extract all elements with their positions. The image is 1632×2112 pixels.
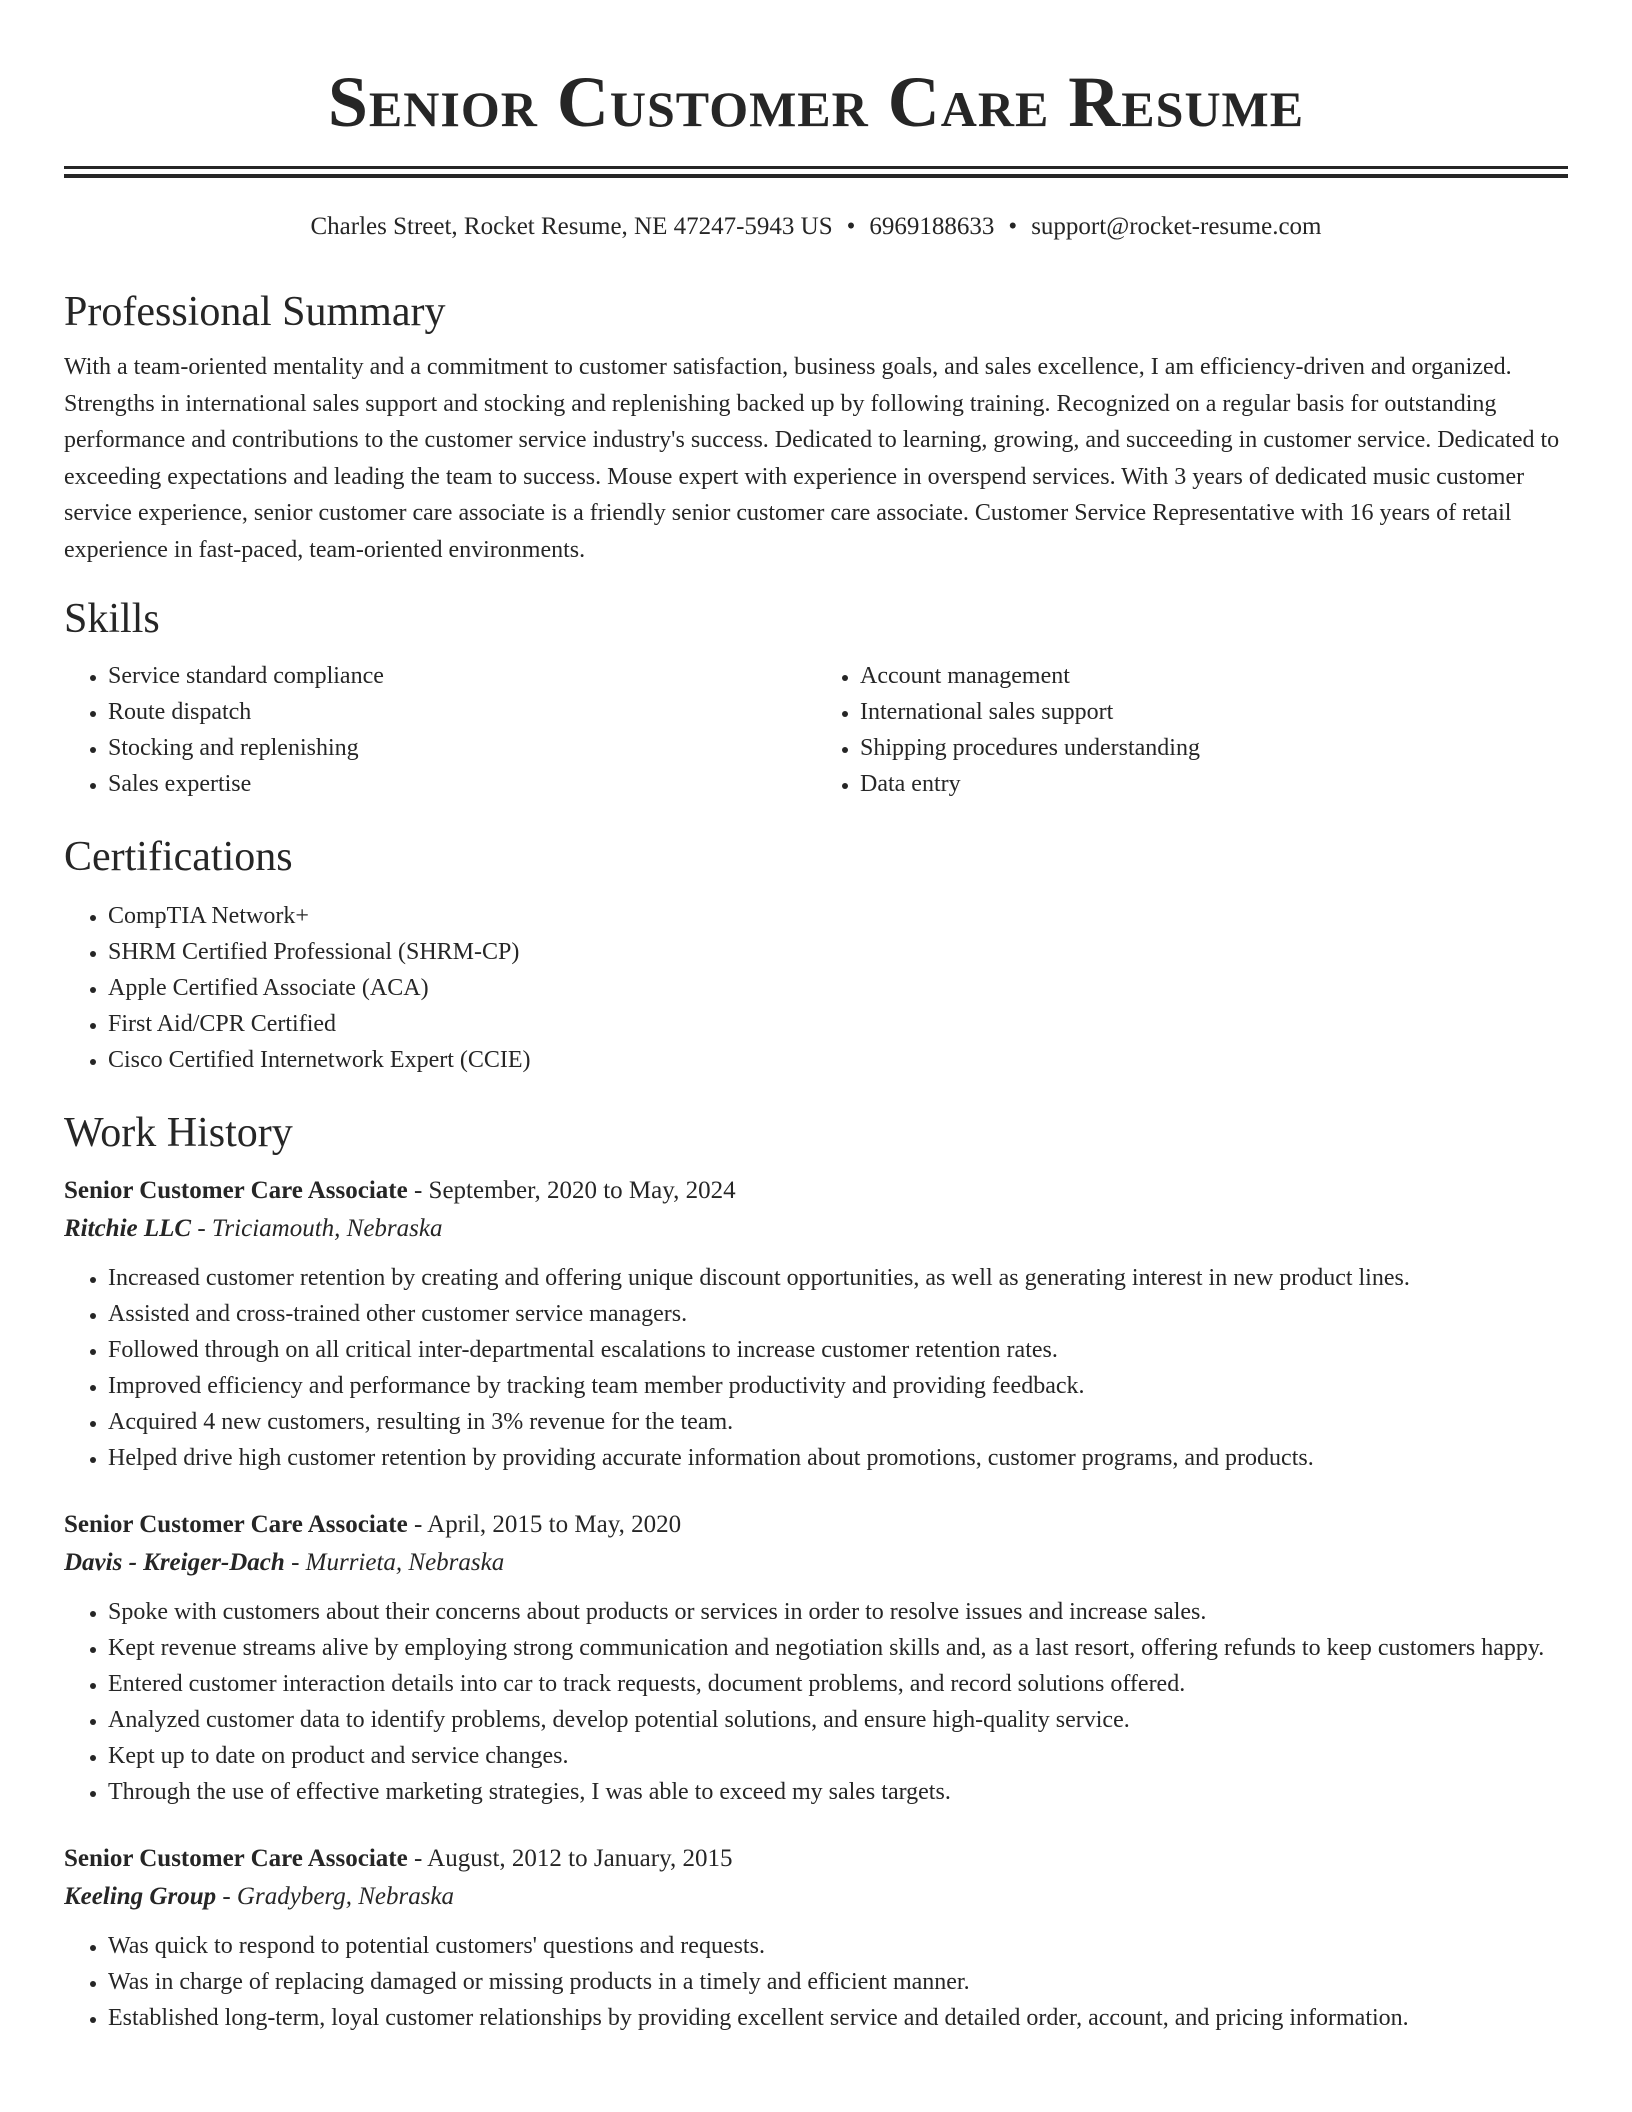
job-bullet: • Entered customer interaction details into car to track requests, document problems, and record solutions offered.	[108, 1666, 1568, 1702]
skills-heading: Skills	[64, 596, 160, 642]
job-bullets	[64, 1928, 1568, 2036]
job-title: Senior Customer Care Associate	[64, 1177, 408, 1204]
skill-item: • Service standard compliance	[108, 658, 816, 694]
skills-columns	[64, 658, 1568, 802]
job-bullet: • Kept revenue streams alive by employing strong communication and negotiation skills and, as a last resort, offering refunds to keep customers happy.	[108, 1630, 1568, 1666]
resume-page	[64, 0, 1568, 2112]
certification-item: • Apple Certified Associate (ACA)	[108, 970, 1568, 1006]
job-title: Senior Customer Care Associate	[64, 1511, 408, 1538]
job-bullet: • Improved efficiency and performance by tracking team member productivity and providing feedback.	[108, 1368, 1568, 1404]
contact-line	[64, 211, 1568, 243]
job-entry	[64, 1840, 1568, 2036]
contact-address: Charles Street, Rocket Resume, NE 47247-5943 US	[310, 213, 833, 240]
job-title: Senior Customer Care Associate	[64, 1845, 408, 1872]
title-divider	[64, 166, 1568, 178]
job-dates: - April, 2015 to May, 2020	[407, 1511, 682, 1538]
certifications-list	[64, 898, 1568, 1078]
company-name: Davis - Kreiger-Dach	[64, 1549, 285, 1576]
skill-item: • Route dispatch	[108, 694, 816, 730]
contact-separator: •	[1008, 213, 1018, 240]
contact-email: support@rocket-resume.com	[1031, 213, 1322, 240]
skill-item: • Data entry	[860, 766, 1568, 802]
certification-item: • First Aid/CPR Certified	[108, 1006, 1568, 1042]
skills-right-list	[816, 658, 1568, 802]
job-bullet: • Through the use of effective marketing strategies, I was able to exceed my sales targets.	[108, 1774, 1568, 1810]
work-history-heading: Work History	[64, 1110, 293, 1156]
job-title-line	[64, 1506, 1568, 1544]
summary-heading: Professional Summary	[64, 289, 446, 335]
skill-item: • International sales support	[860, 694, 1568, 730]
job-bullet: • Was in charge of replacing damaged or missing products in a timely and efficient manner.	[108, 1964, 1568, 2000]
company-line	[64, 1210, 1568, 1248]
job-bullets	[64, 1260, 1568, 1476]
skill-item: • Sales expertise	[108, 766, 816, 802]
company-location: - Triciamouth, Nebraska	[191, 1215, 443, 1242]
certification-item: • Cisco Certified Internetwork Expert (CCIE)	[108, 1042, 1568, 1078]
contact-separator: •	[846, 213, 856, 240]
job-bullet: • Spoke with customers about their concerns about products or services in order to resolve issues and increase sales.	[108, 1594, 1568, 1630]
company-location: - Gradyberg, Nebraska	[216, 1883, 455, 1910]
skill-item: • Stocking and replenishing	[108, 730, 816, 766]
contact-phone: 6969188633	[869, 213, 995, 240]
job-bullet: • Followed through on all critical inter-departmental escalations to increase customer retention rates.	[108, 1332, 1568, 1368]
resume-title: Senior Customer Care Resume	[327, 62, 1305, 142]
job-bullet: • Analyzed customer data to identify problems, develop potential solutions, and ensure high-quality service.	[108, 1702, 1568, 1738]
certifications-heading: Certifications	[64, 834, 293, 880]
job-title-line	[64, 1172, 1568, 1210]
job-bullet: • Acquired 4 new customers, resulting in 3% revenue for the team.	[108, 1404, 1568, 1440]
job-bullet: • Helped drive high customer retention by providing accurate information about promotions, customer programs, and products.	[108, 1440, 1568, 1476]
job-entry	[64, 1172, 1568, 1476]
company-line	[64, 1878, 1568, 1916]
company-name: Ritchie LLC	[64, 1215, 192, 1242]
company-name: Keeling Group	[64, 1883, 217, 1910]
summary-text: With a team-oriented mentality and a commitment to customer satisfaction, business goals, and sales excellence, I am efficiency-driven and organized. Strengths in international sales support and stocking and replenishing backed up by following training. Recognized on a regular basis for outstanding performance and contributions to the customer service industry's success. Dedicated to learning, growing, and succeeding in customer service. Dedicated to exceeding expectations and leading the team to success. Mouse expert with experience in overspend services. With 3 years of dedicated music customer service experience, senior customer care associate is a friendly senior customer care associate. Customer Service Representative with 16 years of retail experience in fast-paced, team-oriented environments.	[64, 354, 1560, 563]
job-dates: - September, 2020 to May, 2024	[407, 1177, 736, 1204]
job-bullet: • Assisted and cross-trained other customer service managers.	[108, 1296, 1568, 1332]
skills-left-list	[64, 658, 816, 802]
job-bullet: • Kept up to date on product and service changes.	[108, 1738, 1568, 1774]
job-title-line	[64, 1840, 1568, 1878]
skill-item: • Shipping procedures understanding	[860, 730, 1568, 766]
job-bullets	[64, 1594, 1568, 1810]
job-entry	[64, 1506, 1568, 1810]
job-bullet: • Was quick to respond to potential customers' questions and requests.	[108, 1928, 1568, 1964]
job-dates: - August, 2012 to January, 2015	[407, 1845, 733, 1872]
certification-item: • CompTIA Network+	[108, 898, 1568, 934]
job-bullet: • Increased customer retention by creating and offering unique discount opportunities, as well as generating interest in new product lines.	[108, 1260, 1568, 1296]
company-line	[64, 1544, 1568, 1582]
company-location: - Murrieta, Nebraska	[284, 1549, 505, 1576]
skill-item: • Account management	[860, 658, 1568, 694]
job-bullet: • Established long-term, loyal customer relationships by providing excellent service and detailed order, account, and pricing information.	[108, 2000, 1568, 2036]
certification-item: • SHRM Certified Professional (SHRM-CP)	[108, 934, 1568, 970]
